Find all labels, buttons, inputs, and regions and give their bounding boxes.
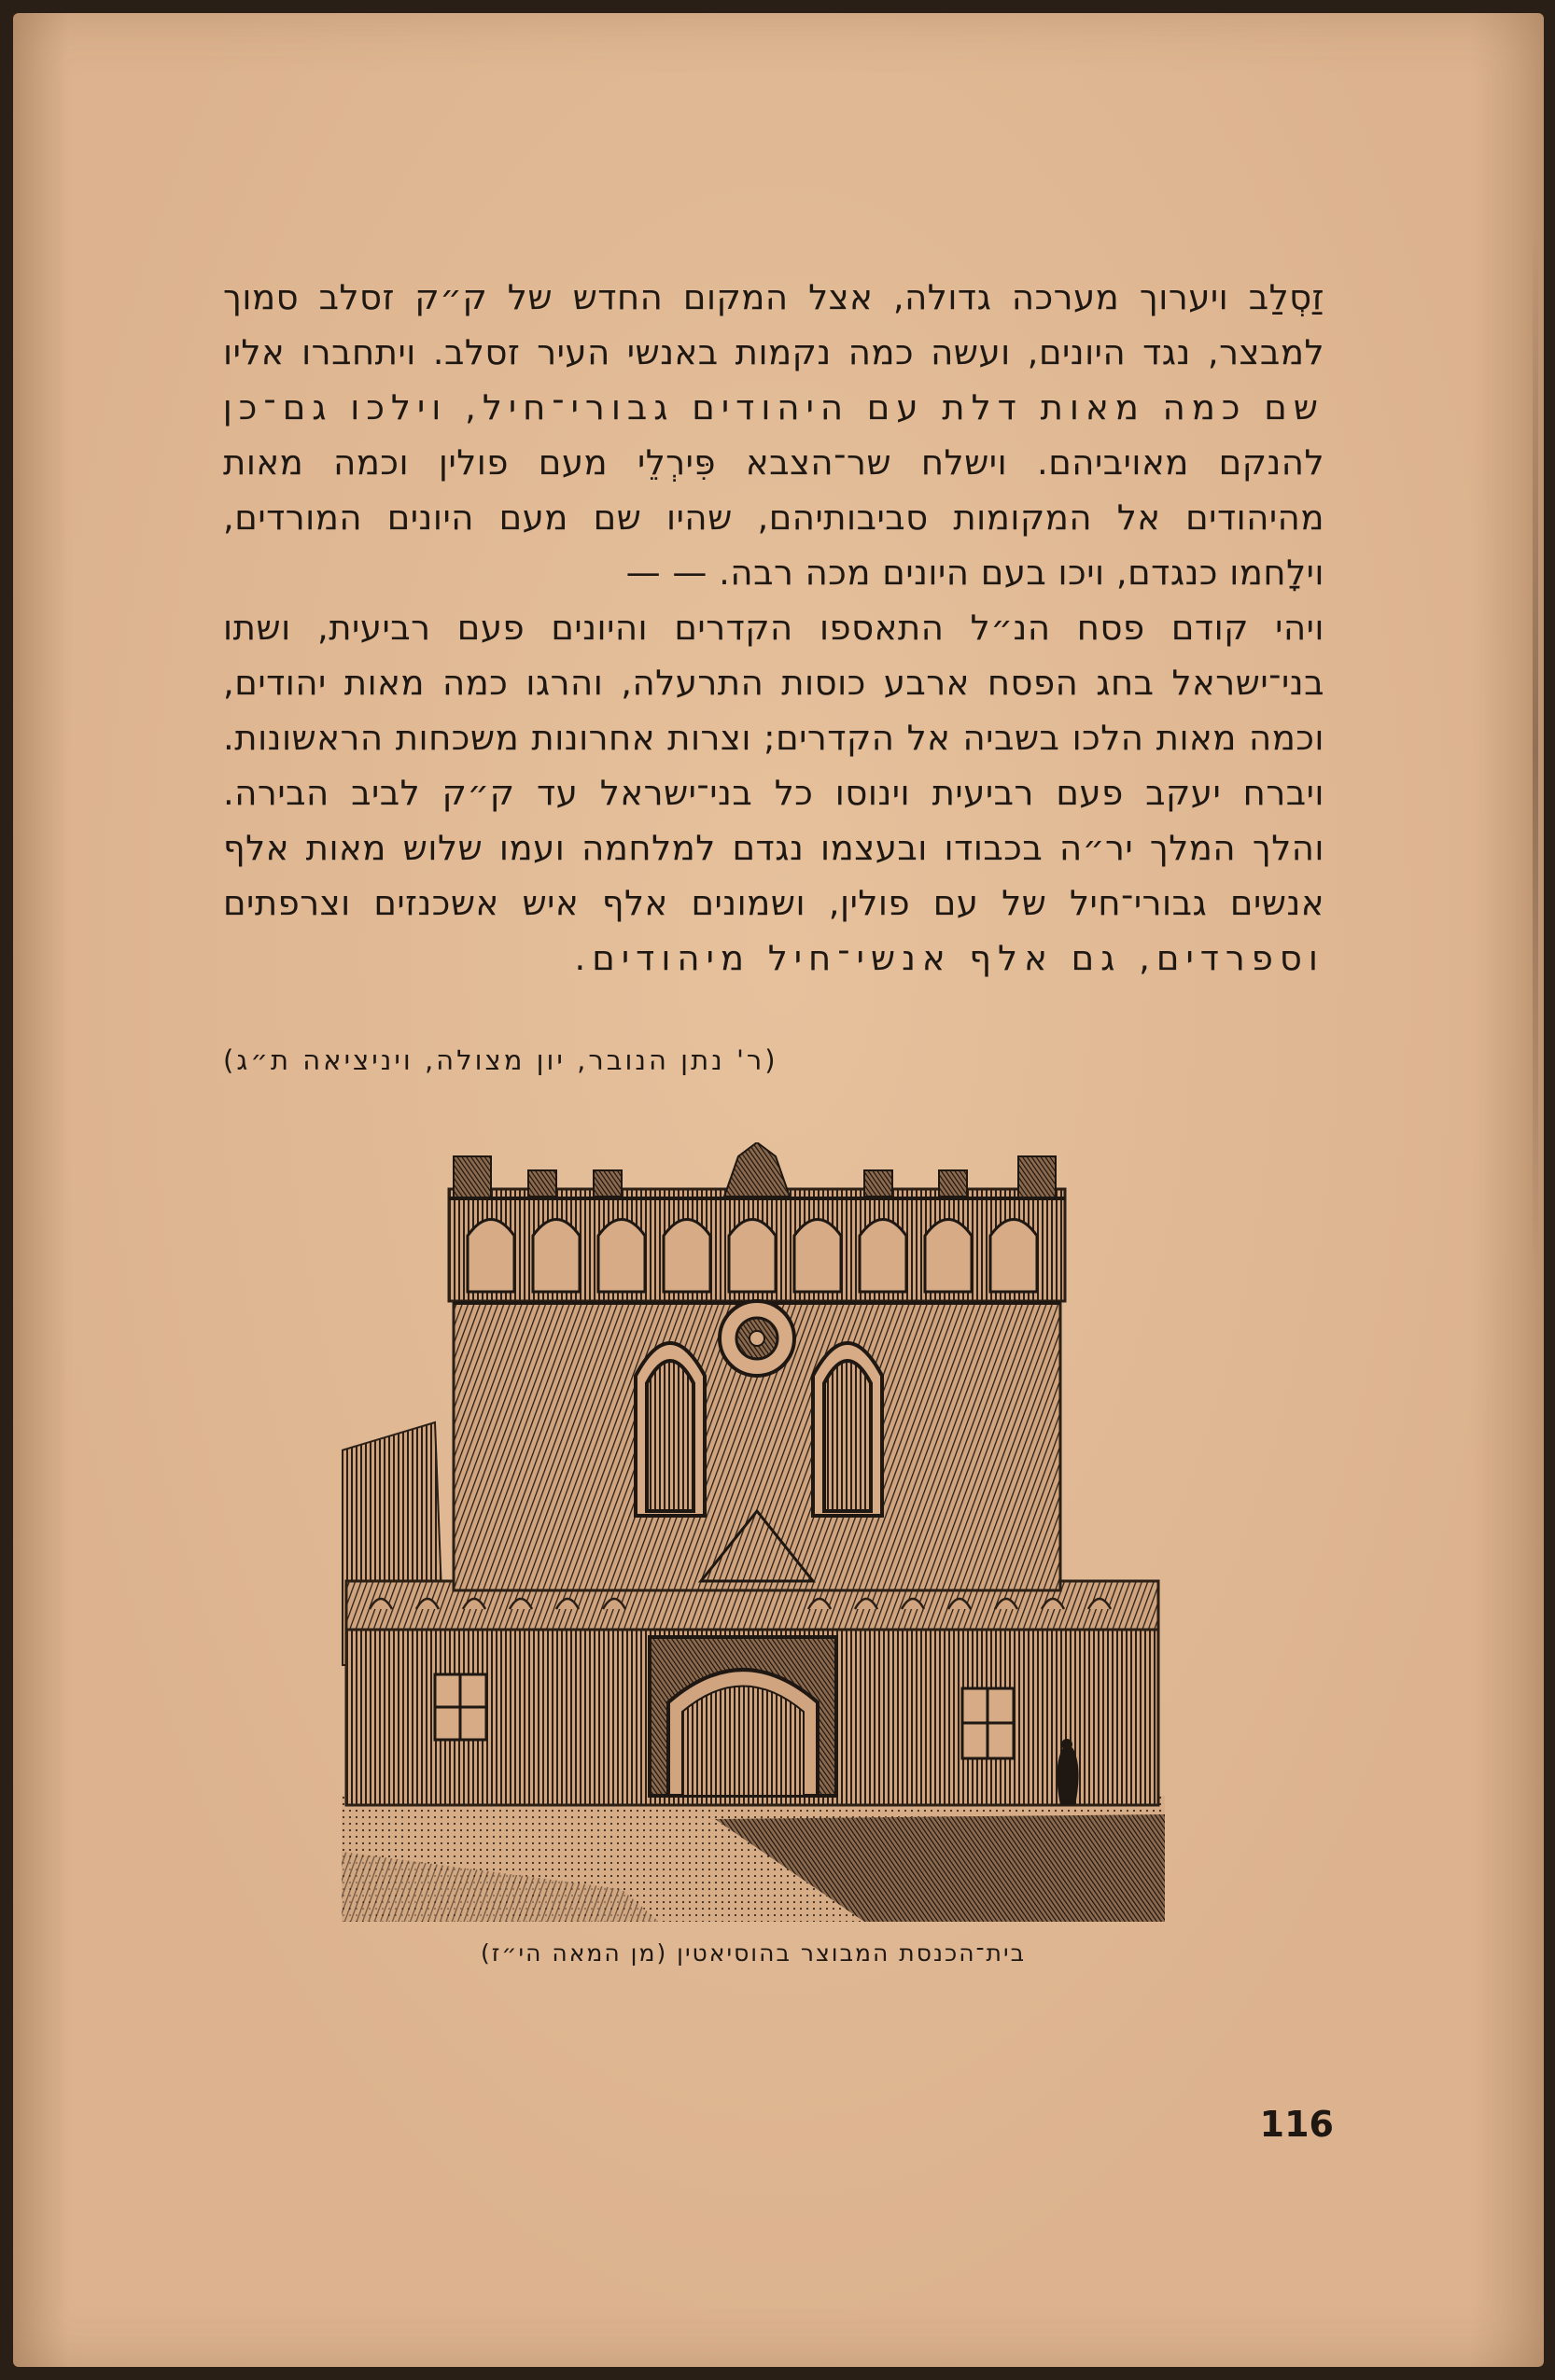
- text-line: מהיהודים אל המקומות סביבותיהם, שהיו שם מעם היונים המורדים,: [223, 497, 1324, 538]
- text-line: ויברח יעקב פעם רביעית וינוסו כל בני־ישראל עד ק״ק לביב הבירה.: [223, 773, 1324, 813]
- text-line: וספרדים, גם אלף אנשי־חיל מיהודים.: [574, 938, 1324, 978]
- text-line: אנשים גבורי־חיל של עם פולין, ושמונים אלף איש אשכנזים וצרפתים: [223, 883, 1324, 923]
- text-line: למבצר, נגד היונים, ועשה כמה נקמות באנשי העיר זסלב. ויתחברו אליו: [223, 332, 1324, 372]
- source-citation: (ר' נתן הנובר, יון מצולה, ויניציאה ת״ג): [223, 1044, 778, 1076]
- page-number: 116: [1259, 2104, 1334, 2145]
- synagogue-illustration: [342, 1142, 1165, 1922]
- text-line: שם כמה מאות דלת עם היהודים גבורי־חיל, וילכו גם־כן: [223, 387, 1324, 427]
- paragraph-2: [223, 600, 1324, 986]
- figure-caption: בית־הכנסת המבוצר בהוסיאטין (מן המאה הי״ז): [480, 1939, 1027, 1967]
- text-line: בני־ישראל בחג הפסח ארבע כוסות התרעלה, והרגו כמה מאות יהודים,: [223, 663, 1324, 703]
- paragraph-1: [223, 270, 1324, 600]
- book-page: [13, 13, 1544, 2367]
- text-line: והלך המלך יר״ה בכבודו ובעצמו נגדם למלחמה ועמו שלוש מאות אלף: [223, 828, 1324, 868]
- text-line: וילָחמו כנגדם, ויכו בעם היונים מכה רבה. — —: [625, 553, 1324, 593]
- text-line: וכמה מאות הלכו בשביה אל הקדרים; וצרות אחרונות משכחות הראשונות.: [223, 718, 1324, 758]
- body-text: [223, 270, 1324, 986]
- page-edge-shadow: [1533, 228, 1538, 1273]
- text-line: ויהי קודם פסח הנ״ל התאספו הקדרים והיונים פעם רביעית, ושתו: [223, 608, 1324, 648]
- text-line: זַסְלַב ויערוך מערכה גדולה, אצל המקום החדש של ק״ק זסלב סמוך: [223, 277, 1324, 317]
- text-line: להנקם מאויביהם. וישלח שר־הצבא פִּירְלֵי מעם פולין וכמה מאות: [223, 442, 1324, 483]
